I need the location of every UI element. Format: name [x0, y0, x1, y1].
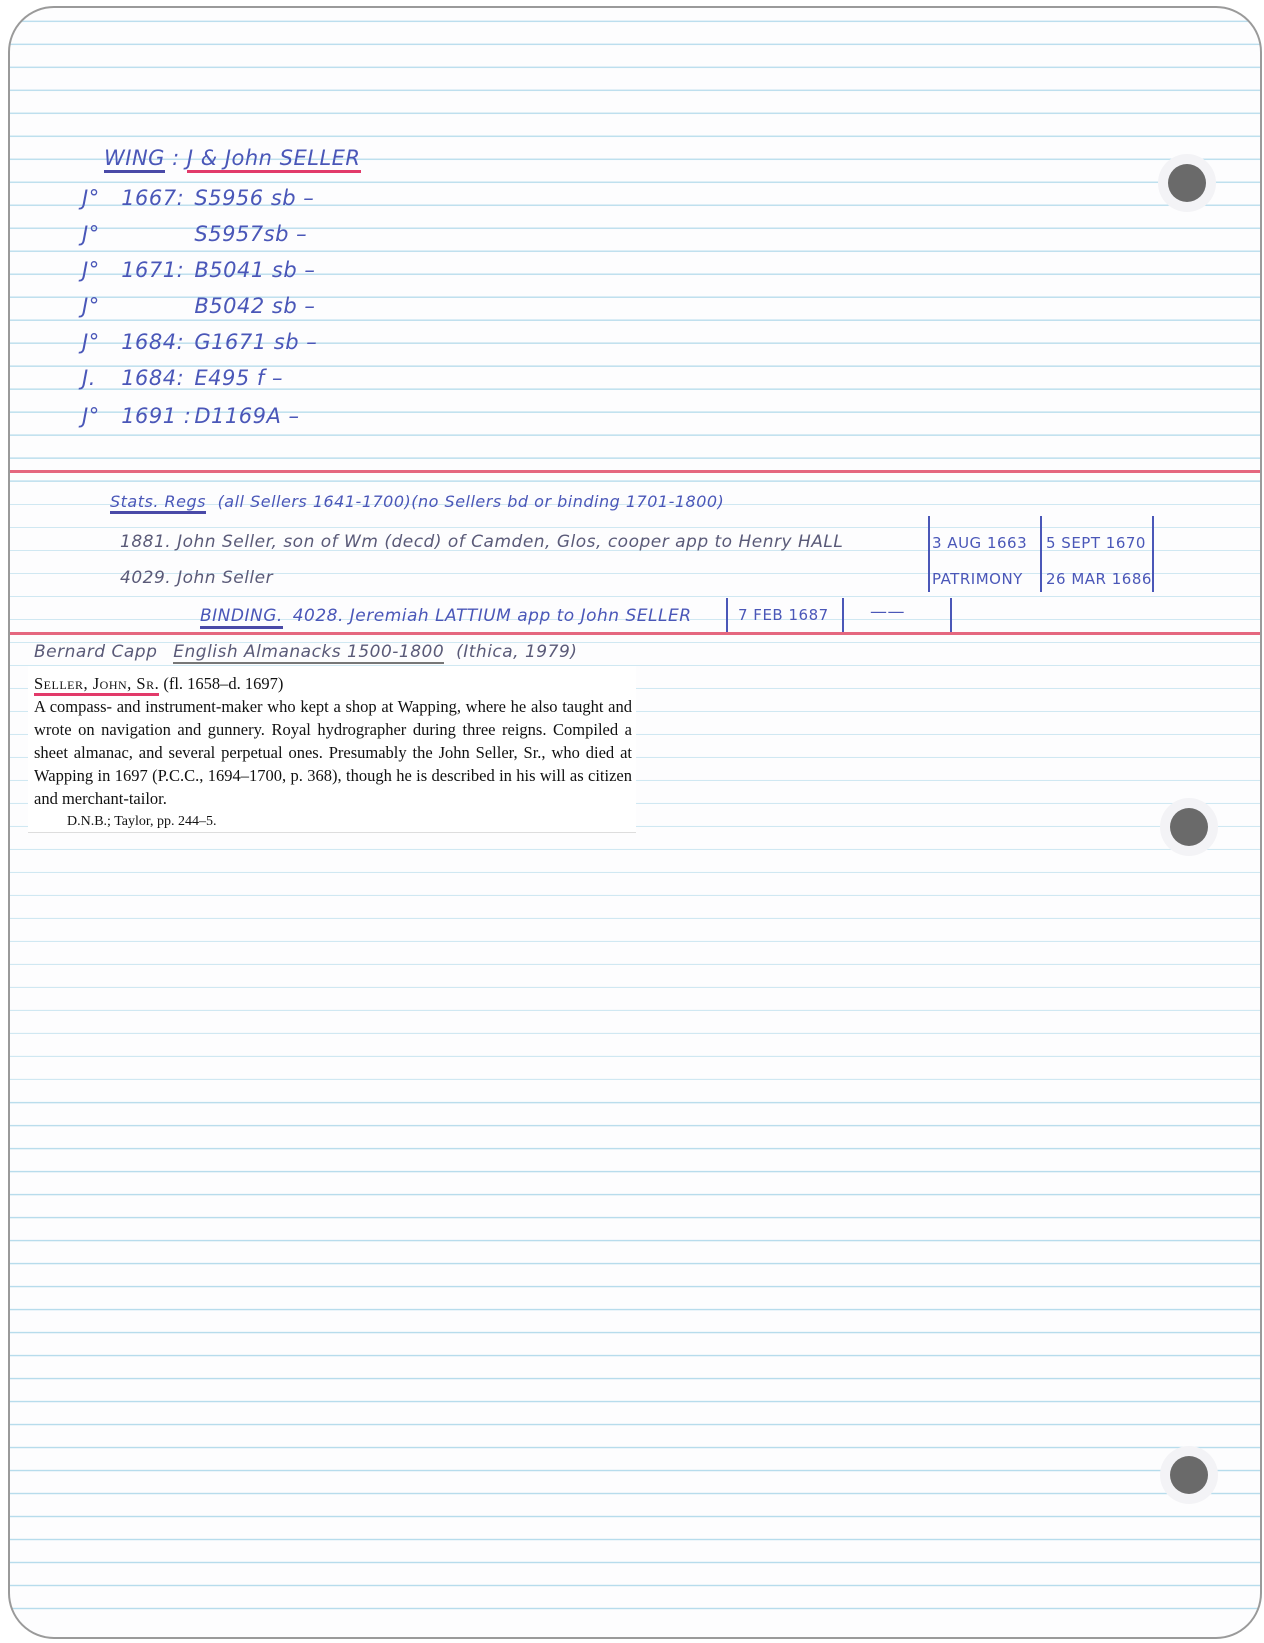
binding-label: BINDING. [200, 606, 283, 629]
wing-entry-year: 1667: [121, 186, 185, 210]
wing-entry-ref: E495 f – [194, 366, 283, 390]
stats-row-2: 4029. John Seller [120, 568, 274, 588]
wing-entry-ref: S5956 sb – [194, 186, 315, 210]
entry-body: A compass- and instrument-maker who kept a shop at Wapping, where he also taught and wrote on navigation and gunnery. Royal hydrographer during three reigns. Compiled a sheet almanac, and several perpetual ones. Presumably the John Seller, Sr., who died at Wapping in 1697 (P.C.C., 1694–1700, p. 368), though he is described in his will as citizen and merchant-tailor. [34, 697, 632, 808]
column-rule [928, 516, 930, 592]
wing-entry-ref: B5042 sb – [194, 294, 316, 318]
wing-colon: : [172, 146, 180, 170]
wing-label: WING [104, 146, 165, 173]
stats-row-2-date-1: PATRIMONY [932, 570, 1023, 588]
binding-dash: —— [870, 602, 905, 622]
column-rule [842, 598, 844, 632]
wing-entry-mark: J° [82, 294, 100, 318]
capp-book: English Almanacks 1500-1800 [173, 642, 445, 662]
wing-entry-year: 1671: [121, 258, 185, 282]
binding-date: 7 FEB 1687 [738, 606, 829, 624]
wing-entry [82, 294, 315, 318]
binding-text: 4028. Jeremiah LATTIUM app to John SELLER [292, 606, 692, 626]
capp-reference [34, 642, 577, 662]
wing-title: J & John SELLER [187, 146, 361, 173]
column-rule [1152, 516, 1154, 592]
stats-label: Stats. Regs [110, 492, 206, 514]
wing-entry-mark: J° [82, 222, 100, 246]
column-rule [726, 598, 728, 632]
wing-entry [82, 366, 283, 390]
binding-row [200, 606, 692, 626]
entry-name: Seller, John, Sr. [34, 674, 159, 696]
wing-heading [104, 146, 361, 170]
printed-entry [34, 672, 632, 833]
wing-entry [82, 258, 315, 282]
wing-entry-mark: J° [82, 258, 100, 282]
wing-entry-year: 1691 : [121, 404, 192, 428]
capp-author: Bernard Capp [34, 642, 158, 662]
column-rule [1040, 516, 1042, 592]
stats-row-2-date-2: 26 MAR 1686 [1046, 570, 1152, 588]
wing-entry-mark: J° [82, 404, 100, 428]
punch-hole-bottom [1170, 1456, 1208, 1494]
column-rule [950, 598, 952, 632]
punch-hole-middle [1170, 808, 1208, 846]
wing-entry-year: 1684: [121, 366, 185, 390]
capp-place: (Ithica, 1979) [456, 642, 578, 662]
wing-entry-year: 1684: [121, 330, 185, 354]
entry-dates: (fl. 1658–d. 1697) [163, 674, 284, 693]
wing-entry [82, 222, 307, 246]
entry-references: D.N.B.; Taylor, pp. 244–5. [67, 814, 217, 829]
wing-entry-ref: S5957sb – [194, 222, 308, 246]
stats-row-1-date-2: 5 SEPT 1670 [1046, 534, 1146, 552]
stats-heading [110, 492, 724, 511]
wing-entry-mark: J° [82, 186, 100, 210]
wing-entry [82, 186, 314, 210]
notebook-page [8, 6, 1262, 1639]
section-divider [10, 470, 1260, 473]
wing-entry [82, 404, 300, 428]
wing-entry-mark: J° [82, 330, 100, 354]
wing-entry-ref: D1169A – [194, 404, 300, 428]
section-divider [10, 632, 1260, 635]
stats-row-1-date-1: 3 AUG 1663 [932, 534, 1028, 552]
wing-entry-mark: J. [82, 366, 96, 390]
stats-row-1: 1881. John Seller, son of Wm (decd) of Camden, Glos, cooper app to Henry HALL [120, 532, 844, 552]
wing-entry-ref: G1671 sb – [194, 330, 318, 354]
punch-hole-top [1168, 164, 1206, 202]
stats-note: (all Sellers 1641-1700)(no Sellers bd or binding 1701-1800) [217, 492, 725, 511]
wing-entry-ref: B5041 sb – [194, 258, 316, 282]
wing-entry [82, 330, 317, 354]
